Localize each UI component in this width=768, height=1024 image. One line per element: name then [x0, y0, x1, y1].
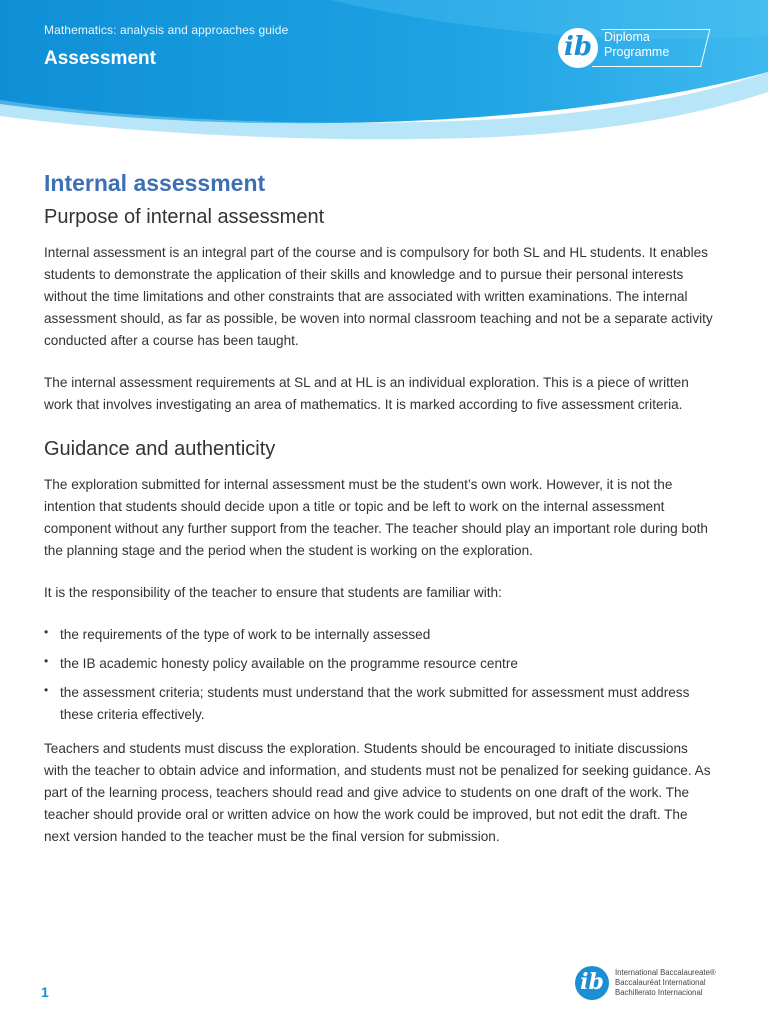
ib-logo-icon: ib — [575, 966, 609, 1000]
diploma-programme-logo — [558, 26, 704, 70]
logo-text-line: International Baccalaureate® — [615, 968, 716, 977]
paragraph: It is the responsibility of the teacher to ensure that students are familiar with: — [44, 585, 502, 600]
list-item: • the IB academic honesty policy available on the programme resource centre — [44, 653, 714, 675]
bullet-icon: • — [44, 683, 49, 697]
header-banner — [0, 0, 768, 140]
bullet-icon: • — [44, 654, 49, 668]
ib-logo-icon: ib — [558, 28, 598, 68]
section-heading-purpose: Purpose of internal assessment — [44, 206, 325, 228]
page-number: 1 — [41, 984, 49, 1000]
guide-title: Mathematics: analysis and approaches guide — [44, 23, 289, 37]
banner-background — [0, 0, 768, 140]
logo-text-line: Bachillerato Internacional — [615, 988, 703, 997]
paragraph: The internal assessment requirements at SL and at HL is an individual exploration. This is a piece of written work that involves investigating an area of mathematics. It is marked according to five assessment criteria. — [44, 375, 689, 412]
list-item: • the assessment criteria; students must understand that the work submitted for assessment must address these criteria effectively. — [44, 682, 714, 726]
section-title: Assessment — [44, 48, 156, 69]
bullet-icon: • — [44, 625, 49, 639]
logo-text-line: Baccalauréat International — [615, 978, 706, 987]
list-item: • the requirements of the type of work to be internally assessed — [44, 624, 714, 646]
ib-footer-logo — [575, 966, 725, 1002]
logo-line-2: Programme — [604, 45, 670, 59]
logo-line-1: Diploma — [604, 30, 650, 44]
page-title: Internal assessment — [44, 170, 266, 196]
paragraph: Teachers and students must discuss the exploration. Students should be encouraged to initiate discussions with the teacher to obtain advice and information, and students must not be penalized for seeking guidance. As part of the learning process, teachers should read and give advice to students on one draft of the work. The teacher should provide oral or written advice on how the work could be improved, but not edit the draft. The next version handed to the teacher must be the final version for submission. — [44, 741, 711, 844]
bullet-list — [44, 624, 714, 726]
main-content — [44, 168, 714, 848]
section-heading-guidance: Guidance and authenticity — [44, 438, 276, 460]
paragraph: Internal assessment is an integral part of the course and is compulsory for both SL and HL students. It enables students to demonstrate the application of their skills and knowledge and to pursue their personal interests without the time limitations and other constraints that are associated with written examinations. The internal assessment should, as far as possible, be woven into normal classroom teaching and not be a separate activity conducted after a course has been taught. — [44, 245, 713, 348]
paragraph: The exploration submitted for internal assessment must be the student’s own work. However, it is not the intention that students should decide upon a title or topic and be left to work on the internal assessment component without any further support from the teacher. The teacher should play an important role during both the planning stage and the period when the student is working on the exploration. — [44, 477, 708, 558]
